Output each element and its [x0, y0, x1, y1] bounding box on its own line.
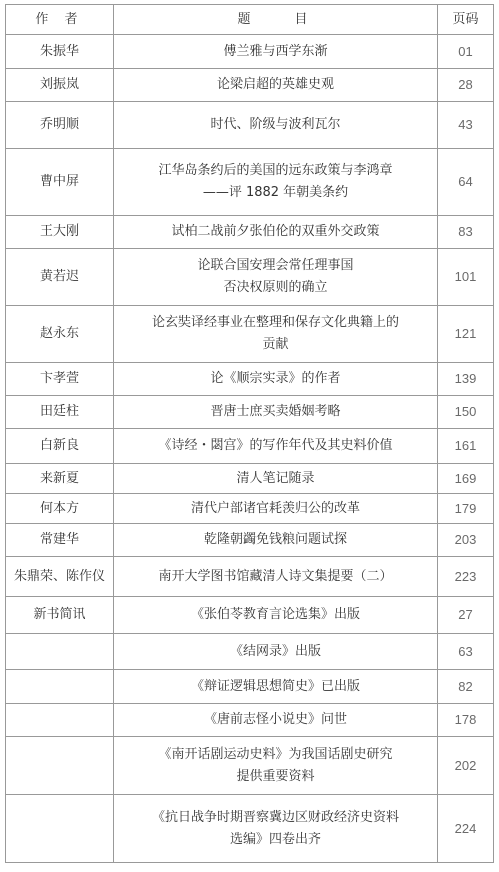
table-row	[6, 704, 494, 737]
table-row	[6, 102, 494, 149]
page-number-cell: 179	[438, 494, 494, 524]
title-line: 提供重要资料	[236, 768, 315, 784]
contents-table	[5, 4, 494, 863]
author-cell: 田廷柱	[6, 396, 114, 429]
table-row	[6, 464, 494, 494]
title-cell	[114, 634, 438, 670]
title-line: 《唐前志怪小说史》问世	[203, 712, 347, 727]
author-cell	[6, 634, 114, 670]
header-author: 作 者	[6, 5, 114, 35]
table-row	[6, 634, 494, 670]
title-line: ——评 1882 年朝美条约	[202, 185, 349, 200]
title-cell	[114, 216, 438, 249]
author-cell: 王大刚	[6, 216, 114, 249]
author-cell: 白新良	[6, 429, 114, 464]
table-row	[6, 429, 494, 464]
table-row	[6, 524, 494, 557]
table-row	[6, 249, 494, 306]
page-number-cell: 63	[438, 634, 494, 670]
table-header-row	[6, 5, 494, 35]
title-line: 试柏二战前夕张伯伦的双重外交政策	[171, 224, 380, 239]
page-number-cell: 203	[438, 524, 494, 557]
title-line: 乾隆朝蠲免钱粮问题试探	[203, 532, 347, 547]
title-cell	[114, 737, 438, 795]
page-number-cell: 169	[438, 464, 494, 494]
page-number-cell: 27	[438, 597, 494, 634]
table-row	[6, 670, 494, 704]
title-line: 《诗经・閟宫》的写作年代及其史料价值	[158, 438, 393, 453]
title-cell	[114, 429, 438, 464]
title-line: 晋唐士庶买卖婚姻考略	[210, 404, 341, 419]
title-cell	[114, 464, 438, 494]
page-number-cell: 121	[438, 306, 494, 363]
title-line: 否决权原则的确立	[223, 280, 328, 295]
header-page: 页码	[438, 5, 494, 35]
title-line: 时代、阶级与波利瓦尔	[210, 117, 341, 132]
page-number-cell: 178	[438, 704, 494, 737]
author-cell	[6, 795, 114, 863]
author-cell: 朱鼎荣、陈作仪	[6, 557, 114, 597]
author-cell: 新书简讯	[6, 597, 114, 634]
title-line: 论联合国安理会常任理事国	[197, 258, 354, 273]
page-number-cell: 202	[438, 737, 494, 795]
author-cell: 曹中屏	[6, 149, 114, 216]
title-line: 论《顺宗实录》的作者	[210, 371, 341, 386]
title-line: 《抗日战争时期晋察冀边区财政经济史资料	[151, 809, 399, 825]
table-row	[6, 597, 494, 634]
title-cell	[114, 524, 438, 557]
page-number-cell: 161	[438, 429, 494, 464]
title-cell	[114, 396, 438, 429]
title-line: 《结网录》出版	[229, 643, 321, 659]
author-cell: 常建华	[6, 524, 114, 557]
page-number-cell: 82	[438, 670, 494, 704]
author-cell: 乔明顺	[6, 102, 114, 149]
title-line: 论玄奘译经事业在整理和保存文化典籍上的	[151, 315, 399, 330]
page-number-cell: 64	[438, 149, 494, 216]
page-number-cell: 139	[438, 363, 494, 396]
title-cell	[114, 670, 438, 704]
author-cell: 刘振岚	[6, 69, 114, 102]
table-row	[6, 363, 494, 396]
title-line: 傅兰雅与西学东渐	[223, 43, 328, 59]
title-cell	[114, 149, 438, 216]
author-cell: 来新夏	[6, 464, 114, 494]
table-row	[6, 149, 494, 216]
author-cell: 朱振华	[6, 35, 114, 69]
table-row	[6, 396, 494, 429]
page-number-cell: 01	[438, 35, 494, 69]
header-title: 题 目	[114, 5, 438, 35]
title-line: 贡献	[262, 337, 289, 352]
title-line: 《张伯苓教育言论选集》出版	[190, 607, 360, 622]
title-cell	[114, 795, 438, 863]
table-row	[6, 306, 494, 363]
title-cell	[114, 494, 438, 524]
page-number-cell: 43	[438, 102, 494, 149]
title-cell	[114, 69, 438, 102]
title-line: 江华岛条约后的美国的远东政策与李鸿章	[158, 163, 393, 178]
title-line: 《辩证逻辑思想简史》已出版	[190, 678, 360, 694]
page-number-cell: 83	[438, 216, 494, 249]
title-cell	[114, 597, 438, 634]
author-cell	[6, 737, 114, 795]
title-line: 论梁启超的英雄史观	[216, 77, 334, 92]
title-cell	[114, 35, 438, 69]
author-cell: 何本方	[6, 494, 114, 524]
page-number-cell: 28	[438, 69, 494, 102]
title-cell	[114, 306, 438, 363]
title-line: 选编》四卷出齐	[229, 831, 321, 847]
title-cell	[114, 557, 438, 597]
table-row	[6, 557, 494, 597]
author-cell: 黄若迟	[6, 249, 114, 306]
title-cell	[114, 704, 438, 737]
title-line: 南开大学图书馆藏清人诗文集提要（二）	[158, 568, 393, 584]
table-row	[6, 795, 494, 863]
author-cell: 赵永东	[6, 306, 114, 363]
table-row	[6, 216, 494, 249]
page-number-cell: 223	[438, 557, 494, 597]
title-line: 《南开话剧运动史料》为我国话剧史研究	[158, 746, 393, 762]
table-row	[6, 69, 494, 102]
table-row	[6, 494, 494, 524]
author-cell	[6, 704, 114, 737]
page-number-cell: 224	[438, 795, 494, 863]
author-cell: 卞孝萱	[6, 363, 114, 396]
table-row	[6, 35, 494, 69]
title-line: 清人笔记随录	[236, 470, 315, 486]
table-row	[6, 737, 494, 795]
title-cell	[114, 102, 438, 149]
page-number-cell: 101	[438, 249, 494, 306]
author-cell	[6, 670, 114, 704]
title-cell	[114, 249, 438, 306]
title-cell	[114, 363, 438, 396]
title-line: 清代户部诸官耗羡归公的改革	[190, 500, 360, 516]
page-number-cell: 150	[438, 396, 494, 429]
